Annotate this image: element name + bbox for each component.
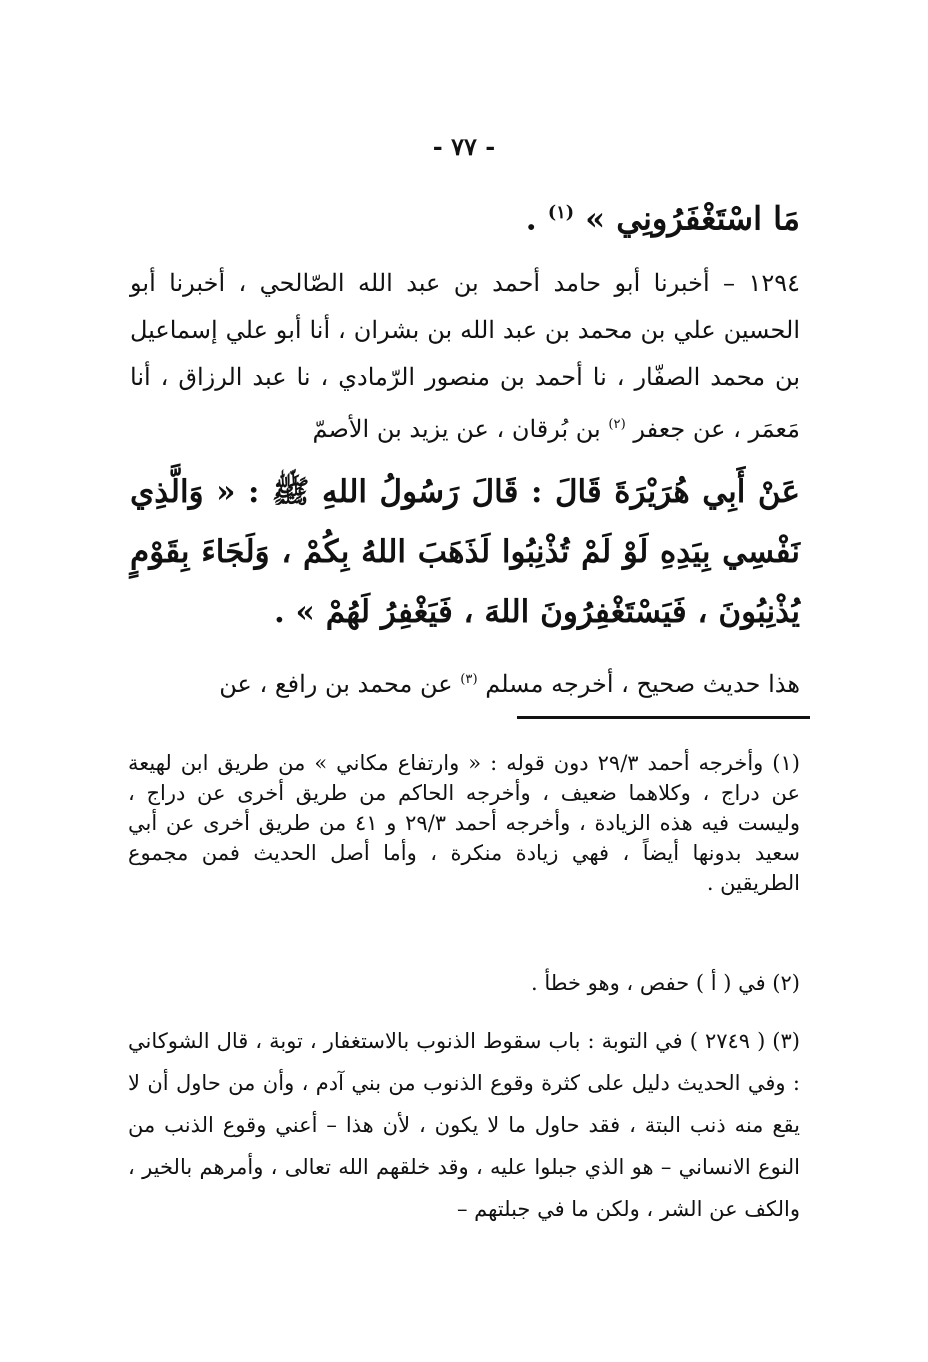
footnote-separator (517, 716, 810, 719)
grading-text-2: عن محمد بن رافع ، عن (219, 670, 453, 698)
isnad-text-2: بن بُرقان ، عن يزيد بن الأصمّ (312, 415, 601, 443)
hadith-grading (130, 660, 800, 704)
isnad-text-1: ١٢٩٤ – أخبرنا أبو حامد أحمد بن عبد الله الصّالحي ، أخبرنا أبو الحسين علي بن محمد بن عبد الله بن بشران ، أنا أبو علي إسماعيل بن محمد الصفّار ، نا أحمد بن منصور الرّمادي ، نا عبد الرزاق ، أنا مَعمَر ، عن جعفر (130, 269, 800, 443)
footnote-ref-2: (٢) (608, 417, 626, 432)
footnote-ref-3: (٣) (460, 672, 478, 687)
footnote-2: (٢) في ( أ ) حفص ، وهو خطأ . (531, 971, 800, 995)
isnad-chain (130, 260, 800, 453)
footnote-1: (١) وأخرجه أحمد ٢٩/٣ دون قوله : « وارتفاع مكاني » من طريق ابن لهيعة عن دراج ، وكلاهما ضعيف ، وأخرجه الحاكم من طريق أخرى عن دراج ، وليست فيه هذه الزيادة ، وأخرجه أحمد ٢٩/٣ و ٤١ من طريق أخرى عن أبي سعيد بدونها أيضاً ، فهي زيادة منكرة ، وأما أصل الحديث فمن مجموع الطريقين . (128, 751, 801, 895)
opening-line (130, 188, 800, 244)
grading-text-1: هذا حديث صحيح ، أخرجه مسلم (485, 670, 800, 698)
page-number: - ٧٧ - (432, 132, 496, 161)
footnote-ref-1: (١) (547, 202, 575, 223)
opening-end: . (525, 199, 548, 238)
opening-text: مَا اسْتَغْفَرُونِي » (585, 199, 800, 238)
hadith-matn: عَنْ أَبِي هُرَيْرَةَ قَالَ : قَالَ رَسُولُ اللهِ ﷺ : « وَالَّذِي نَفْسِي بِيَدِهِ لَوْ لَمْ تُذْنِبُوا لَذَهَبَ اللهُ بِكُمْ ، وَلَجَاءَ بِقَوْمٍ يُذْنِبُونَ ، فَيَسْتَغْفِرُونَ اللهَ ، فَيَغْفِرُ لَهُمْ » . (130, 474, 800, 630)
footnote-3: (٣) ( ٢٧٤٩ ) في التوبة : باب سقوط الذنوب بالاستغفار ، توبة ، قال الشوكاني : وفي الحديث دليل على كثرة وقوع الذنوب من بني آدم ، وأن من حاول أن لا يقع منه ذنب البتة ، فقد حاول ما لا يكون ، لأن هذا – أعني وقوع الذنب من النوع الانساني – هو الذي جبلوا عليه ، وقد خلقهم الله تعالى ، وأمرهم بالخير ، والكف عن الشر ، ولكن ما في جبلتهم – (128, 1029, 800, 1221)
